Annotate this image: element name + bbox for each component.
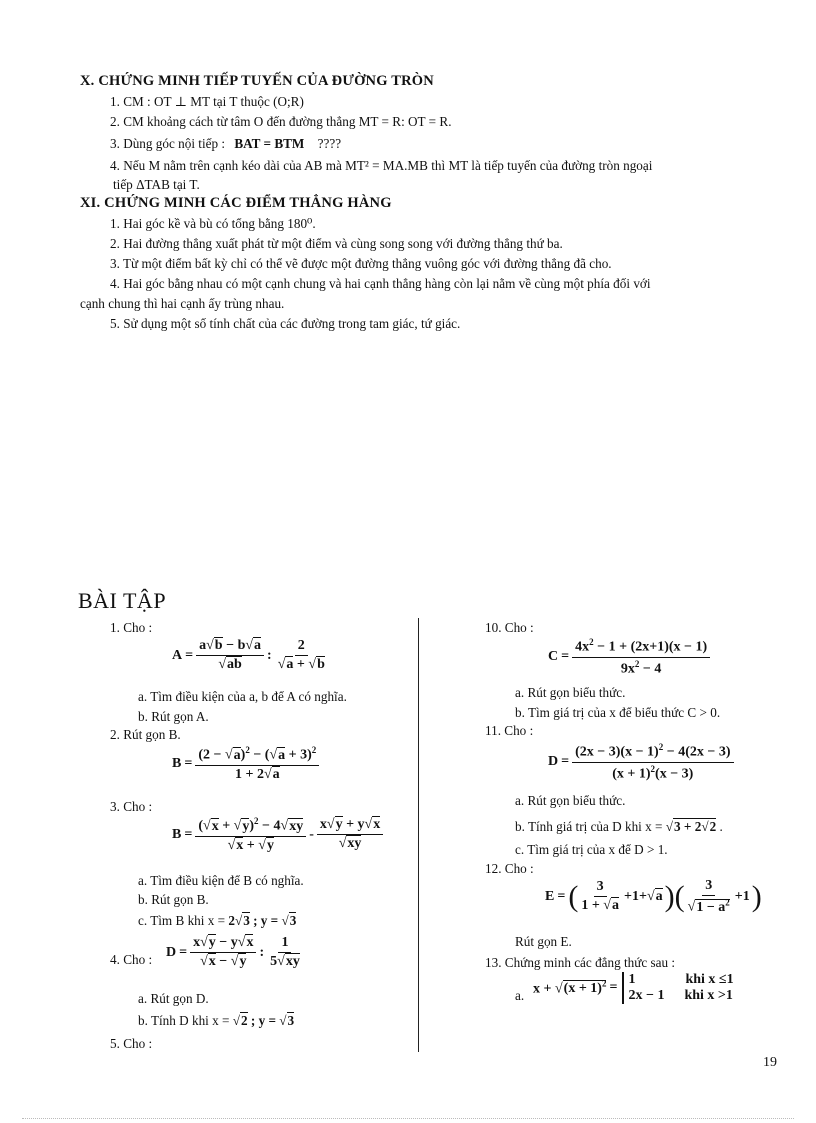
section-10-item-3 (110, 136, 341, 152)
ex10-label: 10. Cho : (485, 620, 534, 635)
section-10-item-3-text: 3. Dùng góc nội tiếp : (110, 136, 226, 151)
angle-equation: BAT = BTM (234, 136, 305, 151)
ex5-label: 5. Cho : (110, 1036, 153, 1051)
section-10-title: X. CHỨNG MINH TIẾP TUYẾN CỦA ĐƯỜNG TRÒN (80, 73, 434, 89)
exercises-title: BÀI TẬP (78, 588, 167, 613)
ex4-b: b. Tính D khi x = √2 ; y = √3 (138, 1013, 295, 1028)
ex11-b: b. Tính giá trị của D khi x = √3 + 2√2 . (515, 819, 723, 834)
ex4-b-text: b. Tính D khi x = (138, 1013, 230, 1028)
ex10-b: b. Tìm giá trị của x để biểu thức C > 0. (515, 705, 721, 720)
section-11-item-1: 1. Hai góc kề và bù có tổng bằng 180⁰. (110, 216, 316, 231)
ex10-a: a. Rút gọn biểu thức. (515, 685, 626, 700)
ex4-label: 4. Cho : (110, 952, 153, 967)
case2-cond: khi x >1 (684, 988, 733, 1003)
formula-a: A = $\frac{a√b - b√a}{√ab}$ : $\frac{2}{√a + √b}$ (172, 638, 325, 672)
ex3-b: b. Rút gọn B. (138, 892, 209, 907)
ex1-label: 1. Cho : (110, 620, 153, 635)
ex2-label: 2. Rút gọn B. (110, 727, 181, 742)
ex13-a-label: a. (515, 988, 525, 1003)
column-divider (418, 618, 419, 1052)
section-10-item-2: 2. CM khoảng cách từ tâm O đến đường thẳng MT = R: OT = R. (110, 114, 452, 129)
section-11-item-4: 4. Hai góc bằng nhau có một cạnh chung và hai cạnh thẳng hàng còn lại nằm về cùng một phía đối với (110, 276, 651, 291)
ex1-a: a. Tìm điều kiện của a, b để A có nghĩa. (138, 689, 347, 704)
ex3-label: 3. Cho : (110, 799, 153, 814)
footer-rule (22, 1118, 794, 1119)
formula-e: E = ( $\frac{3}{1 + √a}$ +1+√a )( $\frac{3}{√1 - a^2}$ +1 ) (545, 878, 762, 915)
ex1-b: b. Rút gọn A. (138, 709, 209, 724)
section-10-item-4-cont: tiếp ΔTAB tại T. (113, 177, 200, 192)
section-11-item-3: 3. Từ một điểm bất kỳ chỉ có thể vẽ được một đường thẳng vuông góc với đường thẳng đã cho. (110, 256, 612, 271)
formula-d1: D = $\frac{x√y - y√x}{√x - √y}$ : $\frac{1}{5√xy}$ (166, 935, 300, 969)
ex4-a: a. Rút gọn D. (138, 991, 209, 1006)
page-number: 19 (763, 1055, 777, 1070)
angle-question: ???? (317, 136, 342, 151)
ex11-c: c. Tìm giá trị của x để D > 1. (515, 842, 668, 857)
formula-d2: D = $\frac{(2x - 3)(x - 1)^2 - 4(2x - 3)}{(x + 1)^2(x - 3)}$ (548, 742, 734, 782)
section-11-item-2: 2. Hai đường thẳng xuất phát từ một điểm và cùng song song với đường thẳng thứ ba. (110, 236, 563, 251)
ex11-b-text: b. Tính giá trị của D khi x = (515, 819, 663, 834)
section-11-item-5: 5. Sử dụng một số tính chất của các đường trong tam giác, tứ giác. (110, 316, 461, 331)
ex12-label: 12. Cho : (485, 861, 534, 876)
section-11-title: XI. CHỨNG MINH CÁC ĐIỂM THẲNG HÀNG (80, 195, 392, 211)
formula-c: C = $\frac{4x^2 - 1 + (2x+1)(x - 1)}{9x^2 - 4}$ (548, 637, 710, 677)
formula-13a: $x + √(x + 1)^2$ = 1 khi x ≤1 2x − 1 khi x >1 (533, 972, 734, 1003)
section-11-item-4-cont: cạnh chung thì hai cạnh ấy trùng nhau. (80, 296, 285, 311)
case1-cond: khi x ≤1 (685, 972, 734, 987)
section-10-item-4: 4. Nếu M nằm trên cạnh kéo dài của AB mà MT² = MA.MB thì MT là tiếp tuyến của đường tròn ngoại (110, 158, 653, 173)
ex11-a: a. Rút gọn biểu thức. (515, 793, 626, 808)
section-10-item-1: 1. CM : OT ⊥ MT tại T thuộc (O;R) (110, 94, 304, 109)
ex3-c-text: c. Tìm B khi x = (138, 913, 226, 928)
ex12-a: Rút gọn E. (515, 934, 572, 949)
ex13-label: 13. Chứng minh các đẳng thức sau : (485, 955, 676, 970)
ex3-c: c. Tìm B khi x = 2√3 ; y = √3 (138, 913, 297, 928)
formula-b1: B = $\frac{(2 - √a)^2 - (√a + 3)^2}{1 + 2√a}$ (172, 745, 319, 783)
ex11-label: 11. Cho : (485, 723, 534, 738)
formula-b2: B = $\frac{(√x + √y)^2 - 4√xy}{√x + √y}$ - $\frac{x√y + y√x}{√xy}$ (172, 816, 383, 854)
ex3-a: a. Tìm điều kiện để B có nghĩa. (138, 873, 304, 888)
